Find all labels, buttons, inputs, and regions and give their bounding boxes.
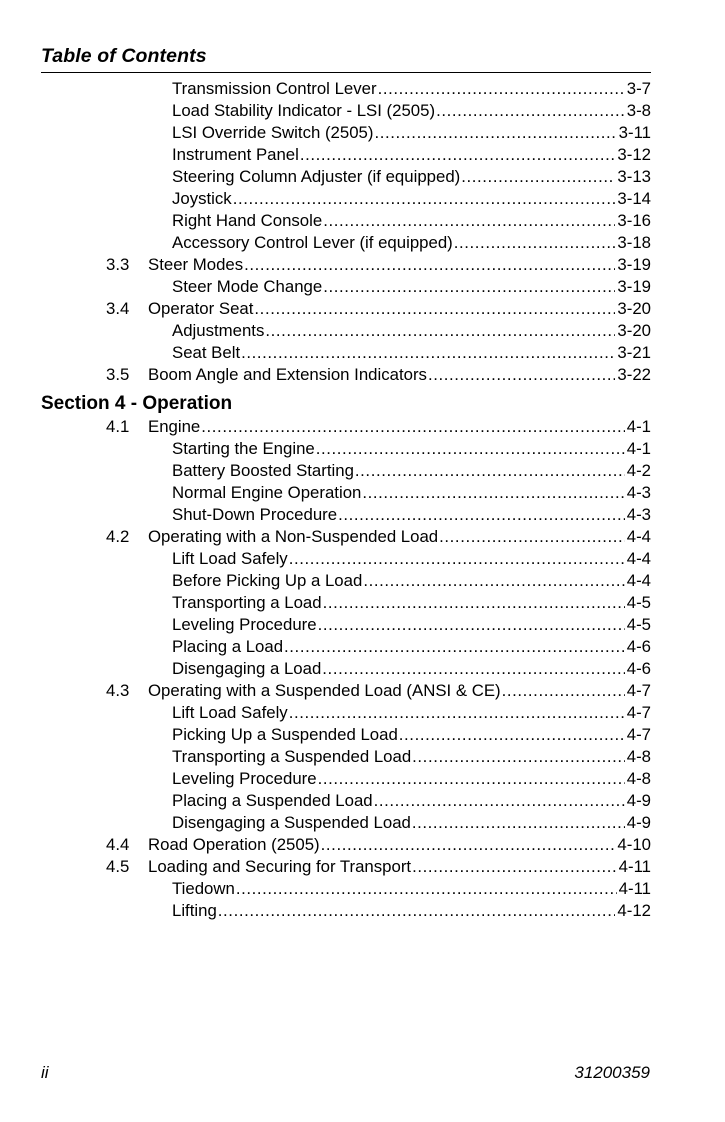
toc-entry-line <box>148 364 651 386</box>
toc-entry-page[interactable]: 3-8 <box>626 101 651 120</box>
toc-entry-page[interactable]: 4-3 <box>626 505 651 524</box>
toc-entry[interactable] <box>0 834 725 856</box>
toc-entry[interactable] <box>0 790 725 812</box>
toc-entry-line <box>172 592 651 614</box>
toc-entry-line <box>172 232 651 254</box>
toc-entry-line <box>172 504 651 526</box>
toc-entry-number: 3.3 <box>106 255 130 274</box>
toc-entry-page[interactable]: 4-4 <box>626 571 651 590</box>
toc-entry-line <box>148 416 651 438</box>
toc-entry[interactable] <box>0 812 725 834</box>
toc-entry-number: 4.3 <box>106 681 130 700</box>
toc-entry-page[interactable]: 3-18 <box>617 233 651 252</box>
toc-entry-title[interactable]: Steering Column Adjuster (if equipped) <box>172 167 461 186</box>
toc-entry-title[interactable]: Adjustments <box>172 321 265 340</box>
toc-entry-line <box>148 254 651 276</box>
toc-entry[interactable] <box>0 342 725 364</box>
dot-leader <box>439 526 625 548</box>
toc-entry-line <box>172 460 651 482</box>
toc-entry[interactable] <box>0 276 725 298</box>
dot-leader <box>321 834 616 856</box>
toc-entry-line <box>172 188 651 210</box>
toc-entry-page[interactable]: 4-5 <box>626 593 651 612</box>
dot-leader <box>218 900 616 922</box>
dot-leader <box>284 636 625 658</box>
toc-entry[interactable] <box>0 900 725 922</box>
toc-entry-page[interactable]: 4-4 <box>626 527 651 546</box>
dot-leader <box>436 100 625 122</box>
dot-leader <box>374 790 625 812</box>
toc-entry-line <box>148 834 651 856</box>
toc-entry[interactable] <box>0 482 725 504</box>
toc-entry-title[interactable]: Leveling Procedure <box>172 769 317 788</box>
toc-entry-title[interactable]: Boom Angle and Extension Indicators <box>148 365 427 384</box>
toc-entry-page[interactable]: 3-14 <box>617 189 651 208</box>
toc-entry-line <box>172 724 651 746</box>
dot-leader <box>244 254 615 276</box>
toc-entry-title[interactable]: Before Picking Up a Load <box>172 571 363 590</box>
table-of-contents <box>0 78 725 922</box>
toc-entry-page[interactable]: 4-6 <box>626 637 651 656</box>
section-title[interactable]: Section 4 - Operation <box>41 393 233 414</box>
toc-entry-page[interactable]: 3-7 <box>626 79 651 98</box>
toc-entry-page[interactable]: 4-1 <box>626 417 651 436</box>
toc-entry-line <box>172 636 651 658</box>
toc-entry[interactable] <box>0 680 725 702</box>
toc-entry[interactable] <box>0 210 725 232</box>
toc-entry-page[interactable]: 4-7 <box>626 725 651 744</box>
toc-entry-page[interactable]: 4-3 <box>626 483 651 502</box>
dot-leader <box>316 438 625 460</box>
toc-entry-title[interactable]: Joystick <box>172 189 232 208</box>
toc-entry-title[interactable]: Load Stability Indicator - LSI (2505) <box>172 101 436 120</box>
toc-entry-line <box>172 78 651 100</box>
toc-entry[interactable] <box>0 188 725 210</box>
toc-entry-page[interactable]: 3-16 <box>617 211 651 230</box>
toc-entry-title[interactable]: Disengaging a Load <box>172 659 322 678</box>
toc-entry-title[interactable]: Normal Engine Operation <box>172 483 362 502</box>
dot-leader <box>201 416 624 438</box>
toc-entry-line <box>172 276 651 298</box>
dot-leader <box>289 702 625 724</box>
toc-entry-title[interactable]: Right Hand Console <box>172 211 323 230</box>
toc-entry-number: 3.5 <box>106 365 130 384</box>
toc-entry-number: 3.4 <box>106 299 130 318</box>
toc-entry-title[interactable]: Shut-Down Procedure <box>172 505 338 524</box>
page-title: Table of Contents <box>41 45 207 67</box>
toc-entry-title[interactable]: Loading and Securing for Transport <box>148 857 412 876</box>
toc-entry-page[interactable]: 3-11 <box>618 123 651 142</box>
toc-entry-page[interactable]: 4-2 <box>626 461 651 480</box>
toc-entry-line <box>172 768 651 790</box>
toc-entry-page[interactable]: 4-4 <box>626 549 651 568</box>
toc-entry[interactable] <box>0 122 725 144</box>
toc-entry-page[interactable]: 4-9 <box>626 813 651 832</box>
toc-entry-page[interactable]: 3-22 <box>617 365 651 384</box>
dot-leader <box>428 364 615 386</box>
toc-entry-page[interactable]: 3-20 <box>617 299 651 318</box>
dot-leader <box>399 724 625 746</box>
toc-entry[interactable] <box>0 658 725 680</box>
dot-leader <box>502 680 625 702</box>
toc-entry-title[interactable]: Leveling Procedure <box>172 615 317 634</box>
toc-entry[interactable] <box>0 636 725 658</box>
toc-entry-line <box>172 746 651 768</box>
dot-leader <box>289 548 625 570</box>
toc-entry-line <box>172 570 651 592</box>
toc-entry-line <box>172 658 651 680</box>
toc-entry-number: 4.2 <box>106 527 130 546</box>
toc-entry[interactable] <box>0 144 725 166</box>
toc-entry-title[interactable]: LSI Override Switch (2505) <box>172 123 374 142</box>
dot-leader <box>322 658 624 680</box>
toc-entry-title[interactable]: Steer Mode Change <box>172 277 323 296</box>
toc-entry-number: 4.1 <box>106 417 130 436</box>
toc-entry-page[interactable]: 3-19 <box>617 277 651 296</box>
toc-entry-title[interactable]: Transporting a Load <box>172 593 322 612</box>
toc-entry-line <box>172 548 651 570</box>
toc-entry[interactable] <box>0 702 725 724</box>
dot-leader <box>363 570 624 592</box>
toc-entry[interactable] <box>0 856 725 878</box>
toc-entry-page[interactable]: 4-5 <box>626 615 651 634</box>
dot-leader <box>374 122 616 144</box>
dot-leader <box>338 504 625 526</box>
toc-entry-title[interactable]: Lifting <box>172 901 217 920</box>
toc-entry-line <box>172 320 651 342</box>
toc-entry[interactable] <box>0 100 725 122</box>
toc-entry[interactable] <box>0 298 725 320</box>
toc-entry-line <box>148 298 651 320</box>
dot-leader <box>412 812 625 834</box>
toc-entries-section-4 <box>0 416 725 922</box>
toc-entry[interactable] <box>0 166 725 188</box>
toc-entry-title[interactable]: Placing a Suspended Load <box>172 791 373 810</box>
toc-entry-title[interactable]: Accessory Control Lever (if equipped) <box>172 233 453 252</box>
toc-entry[interactable] <box>0 320 725 342</box>
section-heading <box>0 392 725 416</box>
toc-entry[interactable] <box>0 724 725 746</box>
toc-entry-title[interactable]: Disengaging a Suspended Load <box>172 813 411 832</box>
toc-entry-title[interactable]: Road Operation (2505) <box>148 835 320 854</box>
toc-entry[interactable] <box>0 592 725 614</box>
toc-entry-number: 4.5 <box>106 857 130 876</box>
toc-entry-title[interactable]: Engine <box>148 417 201 436</box>
dot-leader <box>355 460 625 482</box>
toc-entry[interactable] <box>0 364 725 386</box>
toc-entry[interactable] <box>0 614 725 636</box>
toc-entry[interactable] <box>0 460 725 482</box>
toc-entry-title[interactable]: Lift Load Safely <box>172 549 288 568</box>
toc-entry-page[interactable]: 4-1 <box>626 439 651 458</box>
dot-leader <box>323 210 615 232</box>
toc-entry-line <box>148 856 651 878</box>
dot-leader <box>265 320 615 342</box>
toc-entry[interactable] <box>0 504 725 526</box>
footer-document-number: 31200359 <box>574 1063 650 1082</box>
toc-entry[interactable] <box>0 232 725 254</box>
toc-entry[interactable] <box>0 878 725 900</box>
toc-entry-title[interactable]: Steer Modes <box>148 255 244 274</box>
toc-entry[interactable] <box>0 570 725 592</box>
toc-entry-title[interactable]: Tiedown <box>172 879 235 898</box>
toc-entry-title[interactable]: Operating with a Suspended Load (ANSI & CE) <box>148 681 501 700</box>
toc-entry-line <box>172 878 651 900</box>
toc-entries-section-3 <box>0 78 725 386</box>
toc-entry-line <box>172 438 651 460</box>
toc-entry-page[interactable]: 3-21 <box>617 343 651 362</box>
toc-entry-title[interactable]: Battery Boosted Starting <box>172 461 354 480</box>
toc-entry-page[interactable]: 3-13 <box>617 167 651 186</box>
dot-leader <box>254 298 615 320</box>
dot-leader <box>241 342 615 364</box>
toc-entry-line <box>148 526 651 548</box>
toc-entry-page[interactable]: 4-8 <box>626 769 651 788</box>
toc-entry-line <box>172 790 651 812</box>
toc-entry-title[interactable]: Transporting a Suspended Load <box>172 747 412 766</box>
toc-entry-line <box>172 210 651 232</box>
toc-entry[interactable] <box>0 78 725 100</box>
dot-leader <box>323 276 615 298</box>
dot-leader <box>362 482 624 504</box>
toc-entry-page[interactable]: 4-11 <box>618 879 651 898</box>
toc-entry[interactable] <box>0 768 725 790</box>
toc-entry-line <box>172 482 651 504</box>
toc-entry-title[interactable]: Instrument Panel <box>172 145 299 164</box>
toc-entry-page[interactable]: 4-7 <box>626 681 651 700</box>
toc-entry-page[interactable]: 4-9 <box>626 791 651 810</box>
toc-entry[interactable] <box>0 438 725 460</box>
dot-leader <box>318 768 625 790</box>
toc-entry[interactable] <box>0 548 725 570</box>
toc-entry-line <box>172 702 651 724</box>
toc-entry[interactable] <box>0 254 725 276</box>
toc-entry-page[interactable]: 3-12 <box>617 145 651 164</box>
dot-leader <box>236 878 617 900</box>
dot-leader <box>412 856 617 878</box>
toc-entry-title[interactable]: Transmission Control Lever <box>172 79 377 98</box>
toc-entry-line <box>148 680 651 702</box>
toc-entry-line <box>172 812 651 834</box>
dot-leader <box>233 188 616 210</box>
toc-entry-number: 4.4 <box>106 835 130 854</box>
toc-entry-title[interactable]: Lift Load Safely <box>172 703 288 722</box>
toc-entry-page[interactable]: 4-11 <box>618 857 651 876</box>
dot-leader <box>412 746 625 768</box>
toc-entry-line <box>172 342 651 364</box>
toc-entry[interactable] <box>0 526 725 548</box>
toc-entry-page[interactable]: 4-12 <box>617 901 651 920</box>
footer-page-number: ii <box>41 1063 49 1082</box>
toc-entry-page[interactable]: 4-10 <box>617 835 651 854</box>
toc-entry-line <box>172 166 651 188</box>
toc-entry-line <box>172 900 651 922</box>
toc-entry-title[interactable]: Starting the Engine <box>172 439 315 458</box>
toc-entry-title[interactable]: Seat Belt <box>172 343 241 362</box>
toc-entry-page[interactable]: 4-7 <box>626 703 651 722</box>
toc-entry-title[interactable]: Operating with a Non-Suspended Load <box>148 527 439 546</box>
dot-leader <box>300 144 616 166</box>
toc-entry-page[interactable]: 3-19 <box>617 255 651 274</box>
page-header <box>41 44 651 73</box>
toc-entry[interactable] <box>0 416 725 438</box>
dot-leader <box>454 232 616 254</box>
toc-entry-page[interactable]: 3-20 <box>617 321 651 340</box>
toc-entry-page[interactable]: 4-6 <box>626 659 651 678</box>
toc-entry-line <box>172 614 651 636</box>
toc-entry-title[interactable]: Picking Up a Suspended Load <box>172 725 398 744</box>
dot-leader <box>461 166 615 188</box>
toc-entry-line <box>172 100 651 122</box>
toc-entry-page[interactable]: 4-8 <box>626 747 651 766</box>
toc-entry-title[interactable]: Placing a Load <box>172 637 284 656</box>
toc-entry-line <box>172 122 651 144</box>
toc-entry-title[interactable]: Operator Seat <box>148 299 254 318</box>
toc-entry-line <box>172 144 651 166</box>
toc-entry[interactable] <box>0 746 725 768</box>
dot-leader <box>378 78 625 100</box>
dot-leader <box>318 614 625 636</box>
dot-leader <box>323 592 625 614</box>
